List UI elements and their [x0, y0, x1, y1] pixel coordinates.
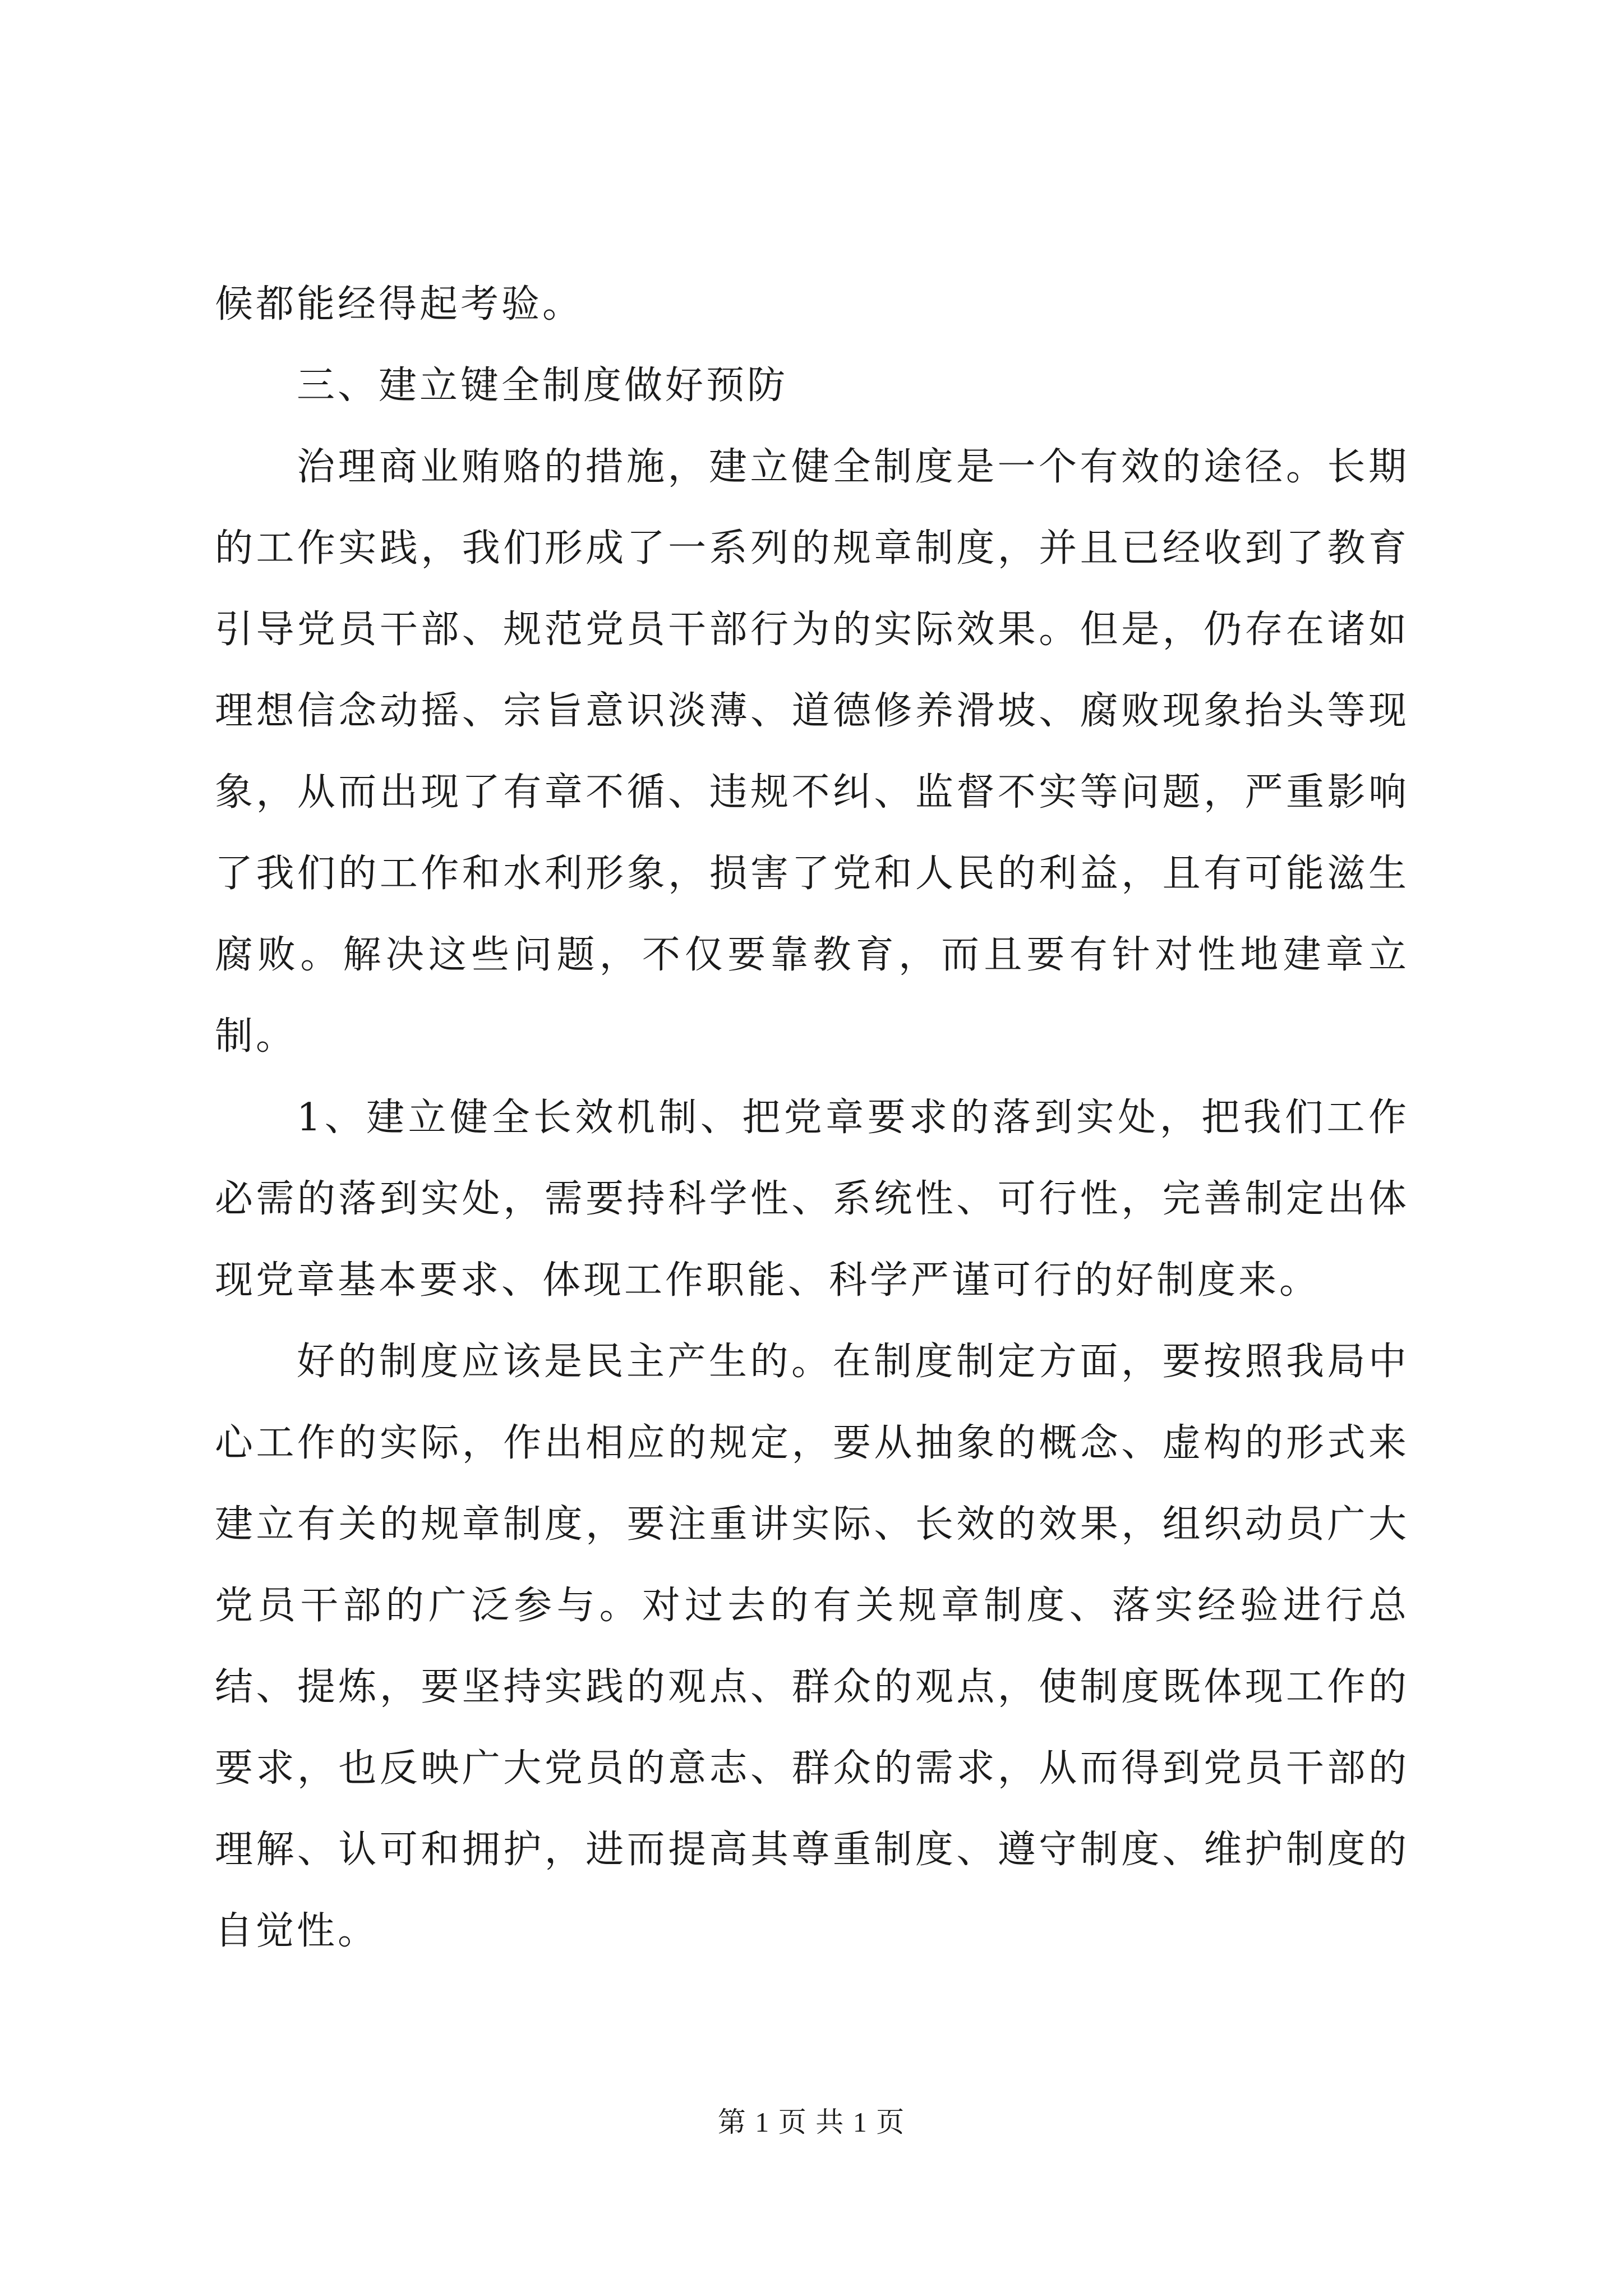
document-body — [215, 264, 1409, 1972]
section-heading: 三、建立键全制度做好预防 — [297, 364, 789, 408]
paragraph-intro: 治理商业贿赂的措施，建立健全制度是一个有效的途径。长期的工作实践，我们形成了一系列的规章制度，并且已经收到了教育引导党员干部、规范党员干部行为的实际效果。但是，仍存在诸如理想信念动摇、宗旨意识淡薄、道德修养滑坡、腐败现象抬头等现象，从而出现了有章不循、违规不纠、监督不实等问题，严重影响了我们的工作和水利形象，损害了党和人民的利益，且有可能滋生腐败。解决这些问题，不仅要靠教育，而且要有针对性地建章立制。 — [215, 445, 1409, 1059]
paragraph-democratic-system: 好的制度应该是民主产生的。在制度制定方面，要按照我局中心工作的实际，作出相应的规定，要从抽象的概念、虚构的形式来建立有关的规章制度，要注重讲实际、长效的效果，组织动员广大党员干部的广泛参与。对过去的有关规章制度、落实经验进行总结、提炼，要坚持实践的观点、群众的观点，使制度既体现工作的要求，也反映广大党员的意志、群众的需求，从而得到党员干部的理解、认可和拥护，进而提高其尊重制度、遵守制度、维护制度的自觉性。 — [215, 1340, 1409, 1953]
paragraph-item-1: 1、建立健全长效机制、把党章要求的落到实处，把我们工作必需的落到实处，需要持科学性、系统性、可行性，完善制定出体现党章基本要求、体现工作职能、科学严谨可行的好制度来。 — [215, 1096, 1409, 1303]
page-footer: 第 1 页 共 1 页 — [717, 2106, 906, 2138]
paragraph-continuation: 候都能经得起考验。 — [215, 282, 584, 326]
